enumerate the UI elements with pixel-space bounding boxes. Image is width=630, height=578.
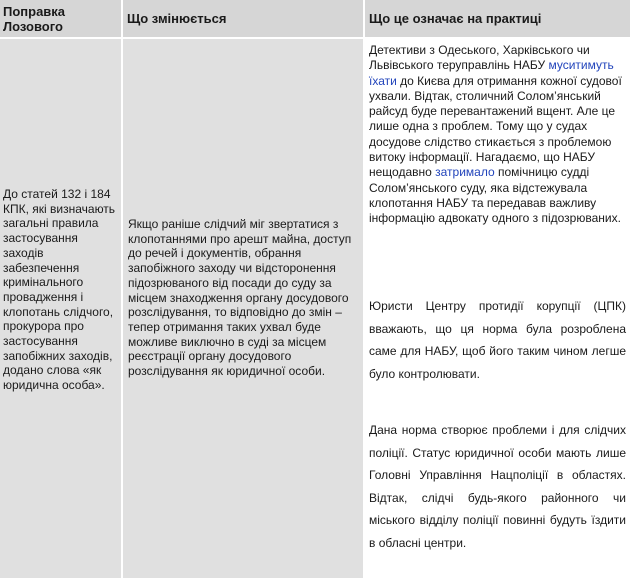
- practice-p1-text-a: Детективи з Одеського, Харківського чи Львівського теруправлінь НАБУ: [369, 43, 590, 73]
- header-change: Що змінюється: [123, 0, 363, 37]
- change-text: Якщо раніше слідчий міг звертатися з клопотаннями про арешт майна, доступ до речей і документів, обрання запобіжного заходу чи відсторонення підозрюваного від посади до суду за місцем знаходження органу досудового розслідування, то відповідно до змін – тепер отримання таких ухвал буде можливе виключно в суді за місцем реєстрації органу досудового розслідування як юридичної особи.: [128, 217, 352, 379]
- link-musytymut-yikhaty[interactable]: муситимуть їхати: [369, 58, 614, 88]
- link-zatrymalo[interactable]: затримало: [435, 165, 495, 180]
- header-amendment: Поправка Лозового: [0, 0, 121, 37]
- header-practice: Що це означає на практиці: [365, 0, 630, 37]
- practice-paragraph-2: Юристи Центру протидії корупції (ЦПК) вважають, що ця норма була розроблена саме для НАБУ, щоб його таким чином легше було контролювати.: [369, 299, 626, 381]
- cell-change: [123, 39, 363, 578]
- practice-p1-text-c: помічницю судді Солом’янського суду, яка відстежувала клопотання НАБУ та передавав важливу інформацію адвокату одного з підозрюваних.: [369, 165, 621, 226]
- cell-amendment: [0, 39, 121, 578]
- cell-practice: [365, 39, 630, 578]
- amendment-text: До статей 132 і 184 КПК, які визначають загальні правила застосування заходів забезпечення кримінального провадження і клопотань слідчого, прокурора про застосування запобіжних заходів, додано слова «як юридична особа».: [3, 187, 116, 393]
- practice-paragraph-1: [369, 43, 626, 227]
- practice-p1-text-b: до Києва для отримання кожної судової ухвали. Відтак, столичний Солом’янський райсуд буде перевантажений вщент. Але це лише одна з проблем. Тому що у судах досудове слідство стикається з проблемою витоку інформації. Нагадаємо, що НАБУ нещодавно: [369, 73, 622, 180]
- practice-paragraph-3: Дана норма створює проблеми і для слідчих поліції. Статус юридичної особи мають лише Головні Управління Нацполіції в областях. Відтак, слідчі будь-якого районного чи міського відділу поліції повинні будуть їздити в обласні центри.: [369, 423, 626, 550]
